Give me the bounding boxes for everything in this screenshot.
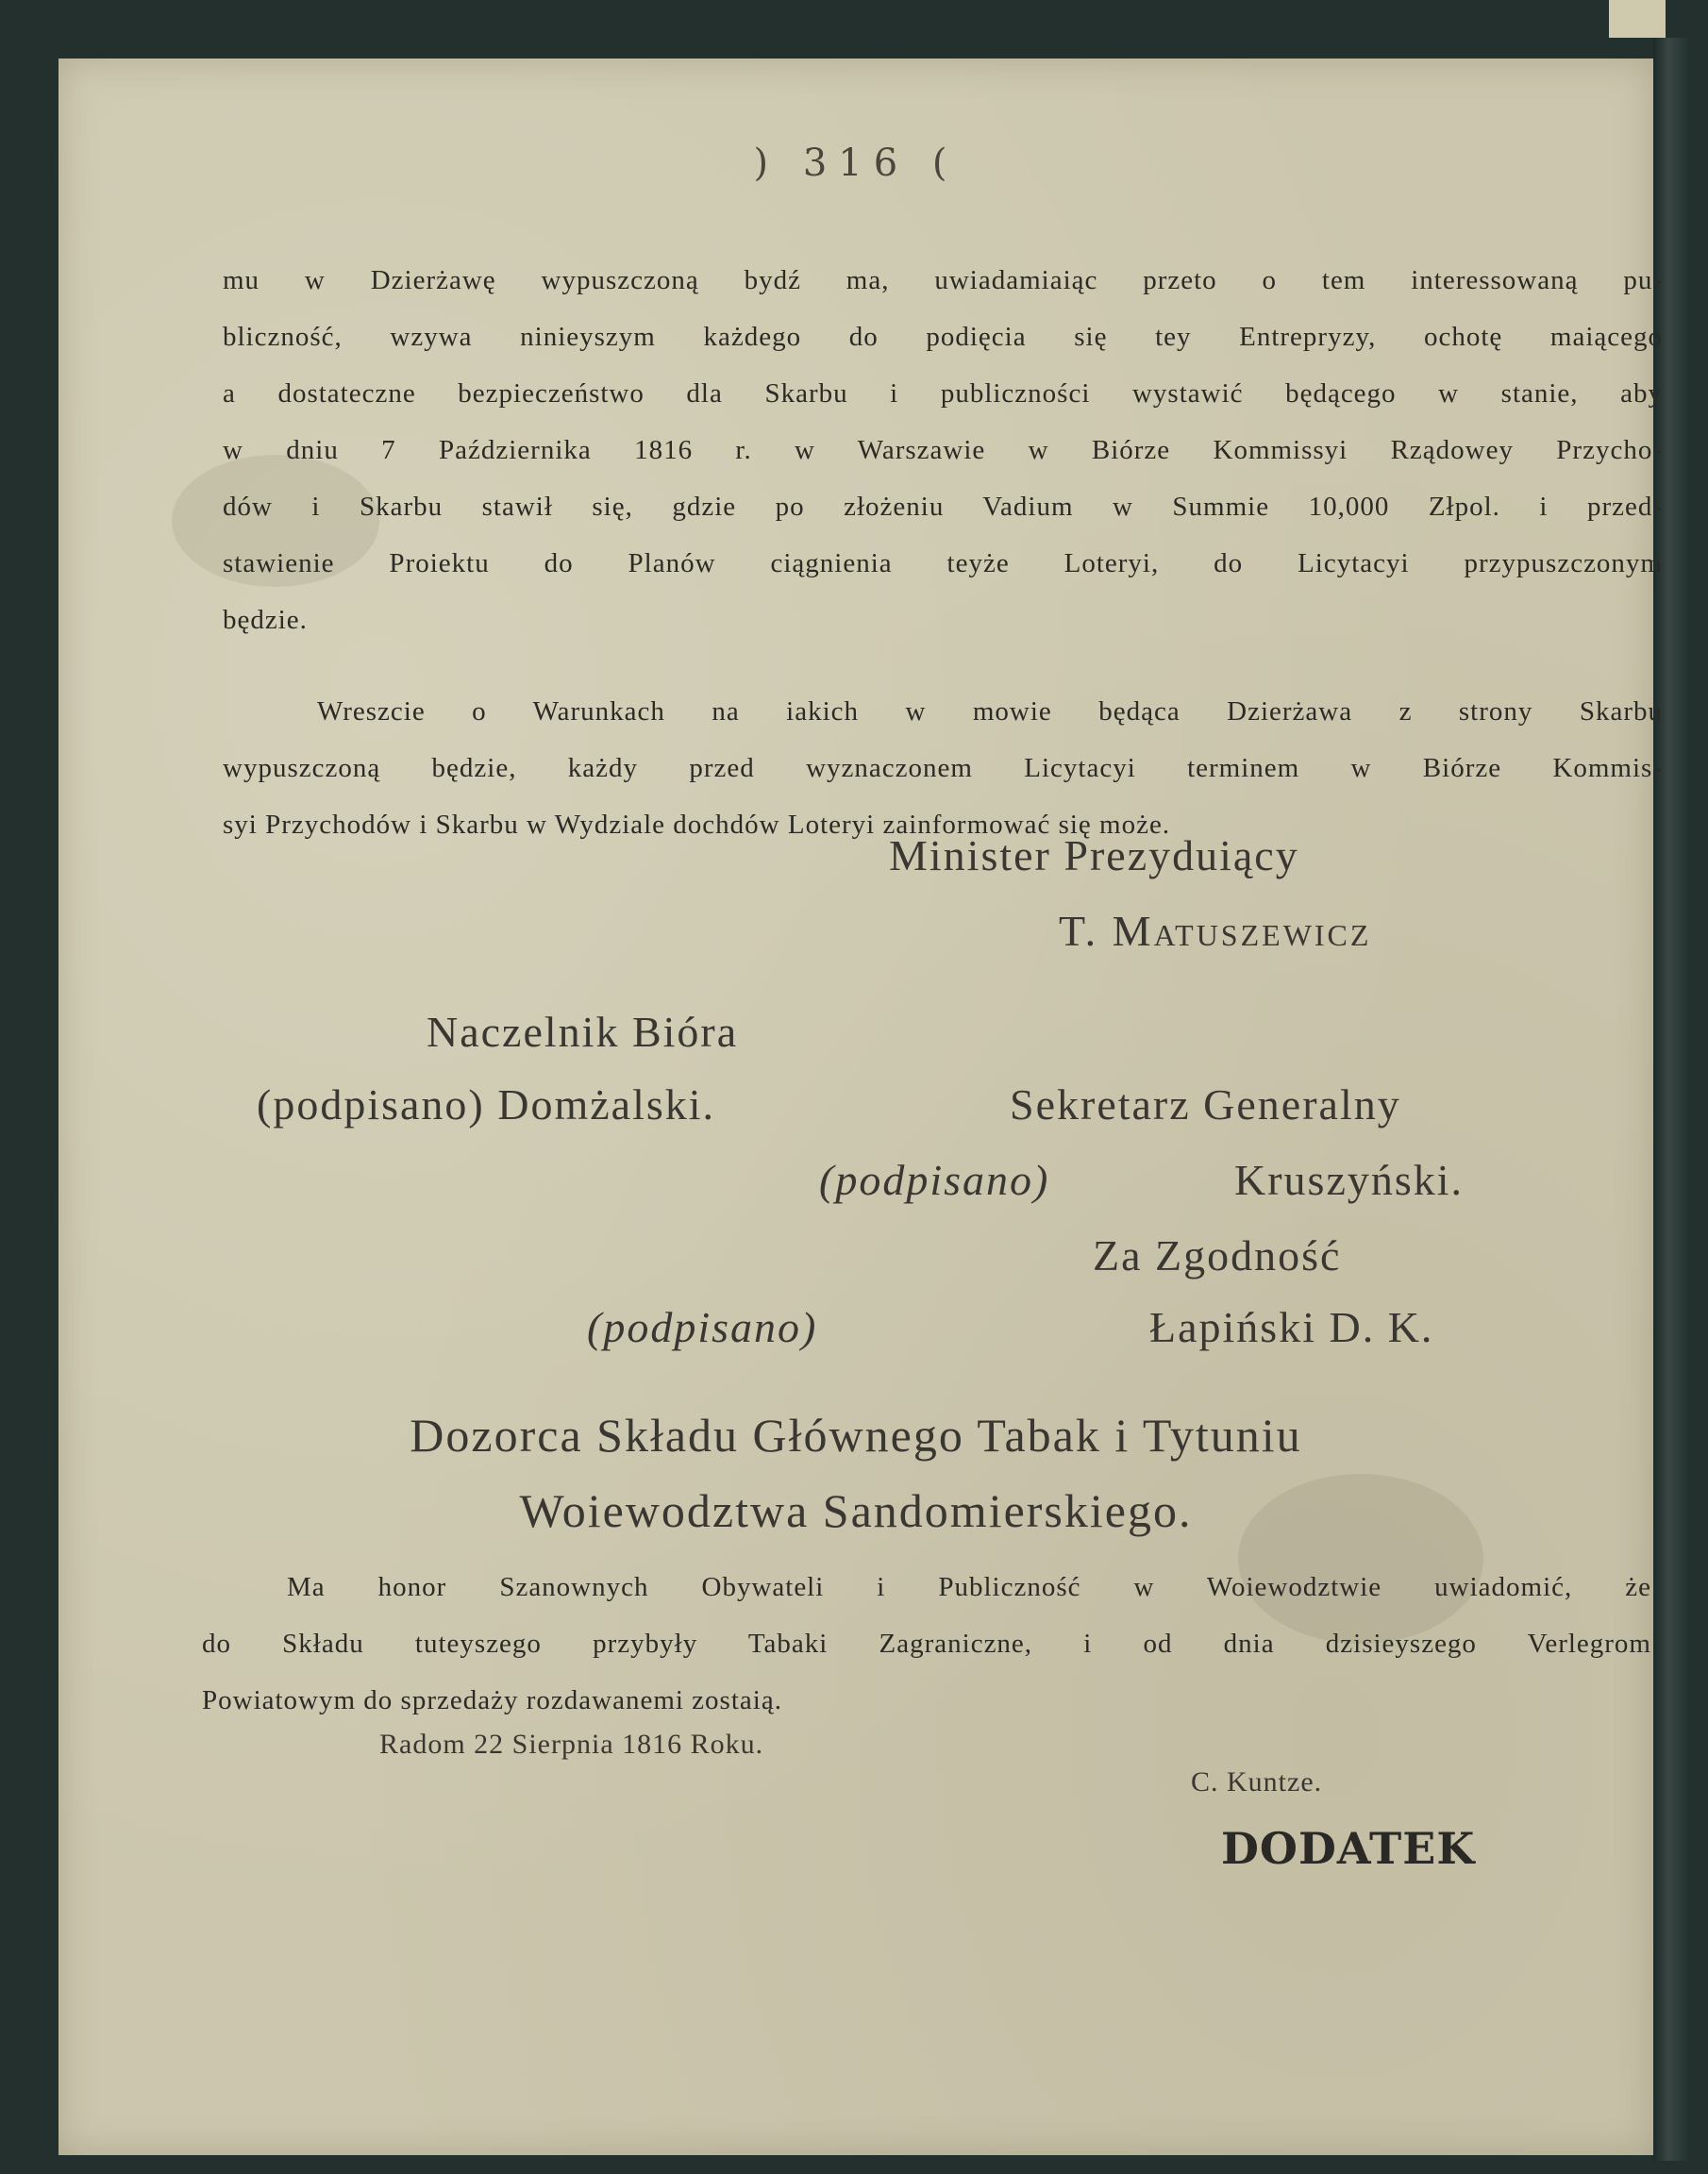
secretary-signed-mark: (podpisano) [819,1156,1050,1204]
text-line: wypuszczoną będzie, każdy przed wyznaczonem Licytacyi terminem w Biórze Kommis- [223,753,1663,783]
text-line: będzie. [223,605,308,635]
page-number: ) 316 ( [753,142,959,185]
text-line: w dniu 7 Października 1816 r. w Warszawie w Biórze Kommissyi Rządowey Przycho- [223,435,1663,465]
secretary-name: Kruszyński. [1234,1156,1465,1204]
text-line: dów i Skarbu stawił się, gdzie po złożeniu Vadium w Summie 10,000 Złpol. i przed- [223,492,1663,522]
text-line: do Składu tuteyszego przybyły Tabaki Zagraniczne, i od dnia dzisieyszego Verlegrom [202,1629,1651,1659]
text-line: bliczność, wzywa ninieyszym każdego do podięcia się tey Entrepryzy, ochotę maiącego [223,322,1663,352]
text-line: Powiatowym do sprzedaży rozdawanemi zostaią. [202,1685,782,1715]
paragraph-lottery [223,252,1663,648]
text-line: mu w Dzierżawę wypuszczoną bydź ma, uwiadamiaiąc przeto o tem interessowaną pu- [223,265,1663,295]
document-page [59,59,1663,2155]
paragraph-conditions [223,683,1663,853]
text-line: Wreszcie o Warunkach na iakich w mowie będąca Dzierżawa z strony Skarbu [317,696,1663,727]
text-line: a dostateczne bezpieczeństwo dla Skarbu i publiczności wystawić będącego w stanie, aby [223,378,1663,409]
notice-signer: C. Kuntze. [1191,1766,1323,1798]
conformity-name: Łapiński D. K. [1149,1303,1434,1351]
text-line: syi Przychodów i Skarbu w Wydziale dochdów Loteryi zainformować się może. [223,810,1171,840]
minister-name: T. Matuszewicz [1059,907,1372,955]
notice-heading-line1: Dozorca Składu Głównego Tabak i Tytuniu [410,1409,1302,1462]
minister-title: Minister Prezyduiący [889,831,1299,879]
conformity-title: Za Zgodność [1093,1231,1342,1279]
notice-body [202,1559,1651,1729]
conformity-signed-mark: (podpisano) [587,1303,818,1351]
secretary-title: Sekretarz Generalny [1010,1080,1401,1129]
notice-heading-line2: Woiewodztwa Sandomierskiego. [519,1484,1193,1537]
page-edge-top [1609,0,1666,38]
chief-signature: (podpisano) Domżalski. [257,1080,716,1129]
notice-date-place: Radom 22 Sierpnia 1816 Roku. [379,1729,764,1760]
text-line: stawienie Proiektu do Planów ciągnienia teyże Loteryi, do Licytacyi przypuszczonym [223,548,1663,578]
chief-title: Naczelnik Bióra [427,1008,739,1056]
dodatek-heading: DODATEK [1221,1823,1476,1874]
text-line: Ma honor Szanownych Obywateli i Publiczność w Woiewodztwie uwiadomić, że [287,1572,1651,1602]
